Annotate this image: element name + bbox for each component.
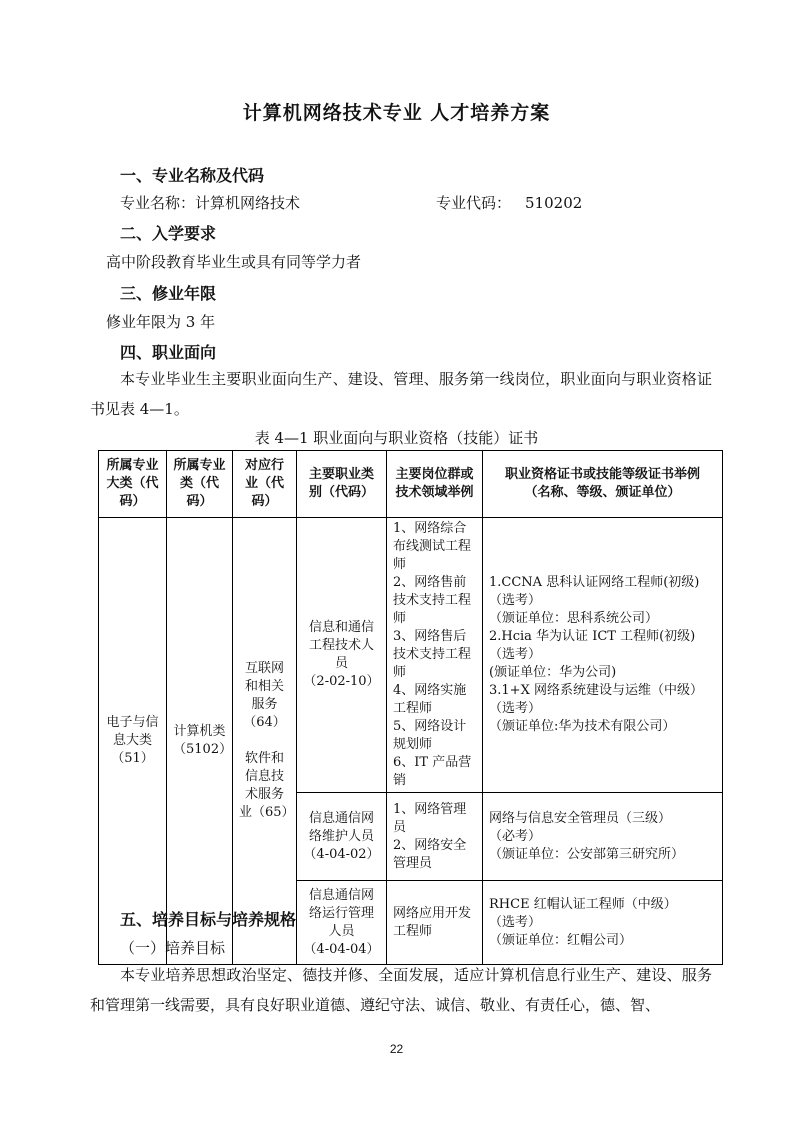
- table-header-row: [99, 451, 723, 518]
- header-cell: 对应行业（代码）: [233, 451, 297, 518]
- major-class-cell: 计算机类 （5102）: [167, 518, 233, 965]
- sub-heading: （一）培养目标: [120, 939, 226, 957]
- occupation-cell: 信息和通信工程技术人员 （2-02-10）: [297, 518, 387, 793]
- career-intro: 本专业毕业生主要职业面向生产、建设、管理、服务第一线岗位，职业面向与职业资格证书见表 4—1。: [90, 370, 712, 418]
- major-code-value: 510202: [525, 194, 583, 212]
- major-category-cell: 电子与信息大类（51）: [99, 518, 167, 965]
- header-cell: 主要职业类别（代码）: [297, 451, 387, 518]
- certs-cell: 网络与信息安全管理员（三级） （必考） （颁证单位：公安部第三研究所）: [483, 793, 723, 881]
- header-cell: 所属专业类（代码）: [167, 451, 233, 518]
- section-heading-1: 一、专业名称及代码: [120, 166, 265, 185]
- section-heading-2: 二、入学要求: [120, 224, 217, 243]
- section-heading-3: 三、修业年限: [120, 284, 217, 303]
- table-caption: 表 4—1 职业面向与职业资格（技能）证书: [254, 429, 539, 447]
- header-cell: 职业资格证书或技能等级证书举例 （名称、等级、颁证单位）: [483, 451, 723, 518]
- major-code: [436, 192, 582, 213]
- duration-text: 修业年限为 3 年: [106, 313, 216, 331]
- section-heading-4: 四、职业面向: [120, 343, 217, 362]
- career-table: [98, 450, 723, 965]
- major-name: 专业名称：计算机网络技术: [120, 194, 301, 212]
- training-goal-text: 本专业培养思想政治坚定、德技并修、全面发展，适应计算机信息行业生产、建设、服务和管理第一线需要，具有良好职业道德、遵纪守法、诚信、敬业、有责任心，德、智、: [90, 966, 712, 1014]
- admission-text: 高中阶段教育毕业生或具有同等学力者: [106, 253, 362, 271]
- page-number: 22: [389, 1042, 404, 1056]
- table-row: [99, 518, 723, 793]
- occupation-cell: 信息通信网络维护人员 （4-04-02）: [297, 793, 387, 881]
- section-heading-5: 五、培养目标与培养规格: [120, 910, 297, 929]
- major-code-label: 专业代码：: [436, 194, 512, 212]
- jobs-cell: 网络应用开发工程师: [387, 881, 483, 965]
- certs-cell: 1.CCNA 思科认证网络工程师(初级)（选考） （颁证单位：思科系统公司） 2.Hcia 华为认证 ICT 工程师(初级)（选考） (颁证单位：华为公司) 3.1+X 网络系统建设与运维（中级）（选考） （颁证单位:华为技术有限公司）: [483, 518, 723, 793]
- page-title: 计算机网络技术专业 人才培养方案: [242, 102, 551, 124]
- occupation-cell: 信息通信网络运行管理人员 （4-04-04）: [297, 881, 387, 965]
- jobs-cell: 1、网络管理员 2、网络安全管理员: [387, 793, 483, 881]
- header-cell: 主要岗位群或技术领域举例: [387, 451, 483, 518]
- header-cell: 所属专业大类（代码）: [99, 451, 167, 518]
- jobs-cell: 1、网络综合布线测试工程师 2、网络售前技术支持工程师 3、网络售后技术支持工程师 4、网络实施工程师 5、网络设计规划师 6、IT 产品营销: [387, 518, 483, 793]
- industry-cell: 互联网和相关服务 （64） 软件和信息技术服务业（65）: [233, 518, 297, 965]
- certs-cell: RHCE 红帽认证工程师（中级） （选考） （颁证单位：红帽公司）: [483, 881, 723, 965]
